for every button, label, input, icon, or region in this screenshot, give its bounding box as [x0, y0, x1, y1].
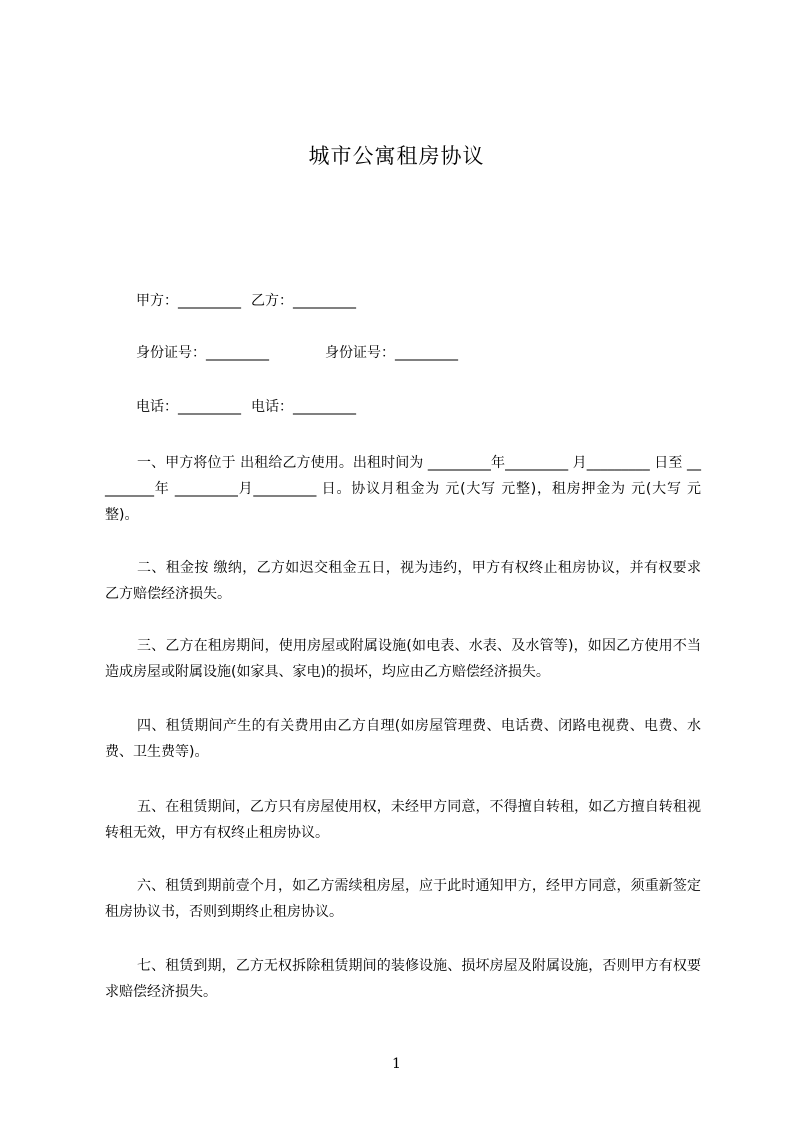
clause-7: 七、租赁到期，乙方无权拆除租赁期间的装修设施、损坏房屋及附属设施，否则甲方有权要求赔偿经济损失。 [105, 958, 701, 1000]
page-number: 1 [392, 1056, 401, 1072]
party-b-field: 乙方：_________ [251, 293, 356, 309]
party-a-field: 甲方：_________ [136, 293, 241, 309]
clause-4: 四、租赁期间产生的有关费用由乙方自理(如房屋管理费、电话费、闭路电视费、电费、水费、卫生费等)。 [105, 718, 701, 760]
phone-b-field: 电话：_________ [251, 399, 356, 415]
page-title: 城市公寓租房协议 [308, 144, 485, 168]
clause-3: 三、乙方在租房期间，使用房屋或附属设施(如电表、水表、及水管等)，如因乙方使用不当造成房屋或附属设施(如家具、家电)的损坏，均应由乙方赔偿经济损失。 [105, 638, 701, 680]
clause-5: 五、在租赁期间，乙方只有房屋使用权，未经甲方同意，不得擅自转租，如乙方擅自转租视转租无效，甲方有权终止租房协议。 [105, 799, 701, 841]
party-row [136, 291, 356, 311]
phone-a-field: 电话：_________ [136, 399, 241, 415]
clause-2: 二、租金按 缴纳，乙方如迟交租金五日，视为违约，甲方有权终止租房协议，并有权要求乙方赔偿经济损失。 [105, 560, 701, 602]
clause-6: 六、租赁到期前壹个月，如乙方需续租房屋，应于此时通知甲方，经甲方同意，须重新签定租房协议书，否则到期终止租房协议。 [105, 878, 701, 920]
id-number-row [136, 343, 458, 363]
id-number-a-field: 身份证号：_________ [136, 345, 269, 361]
clause-1: 一、甲方将位于 出租给乙方使用。出租时间为 _________年_________ 月_________ 日至 _________年 _________月_________ 日。协议月租金为 元(大写 元整)，租房押金为 元(大写 元整)。 [105, 455, 701, 523]
phone-row [136, 397, 356, 417]
id-number-b-field: 身份证号：_________ [325, 345, 458, 361]
